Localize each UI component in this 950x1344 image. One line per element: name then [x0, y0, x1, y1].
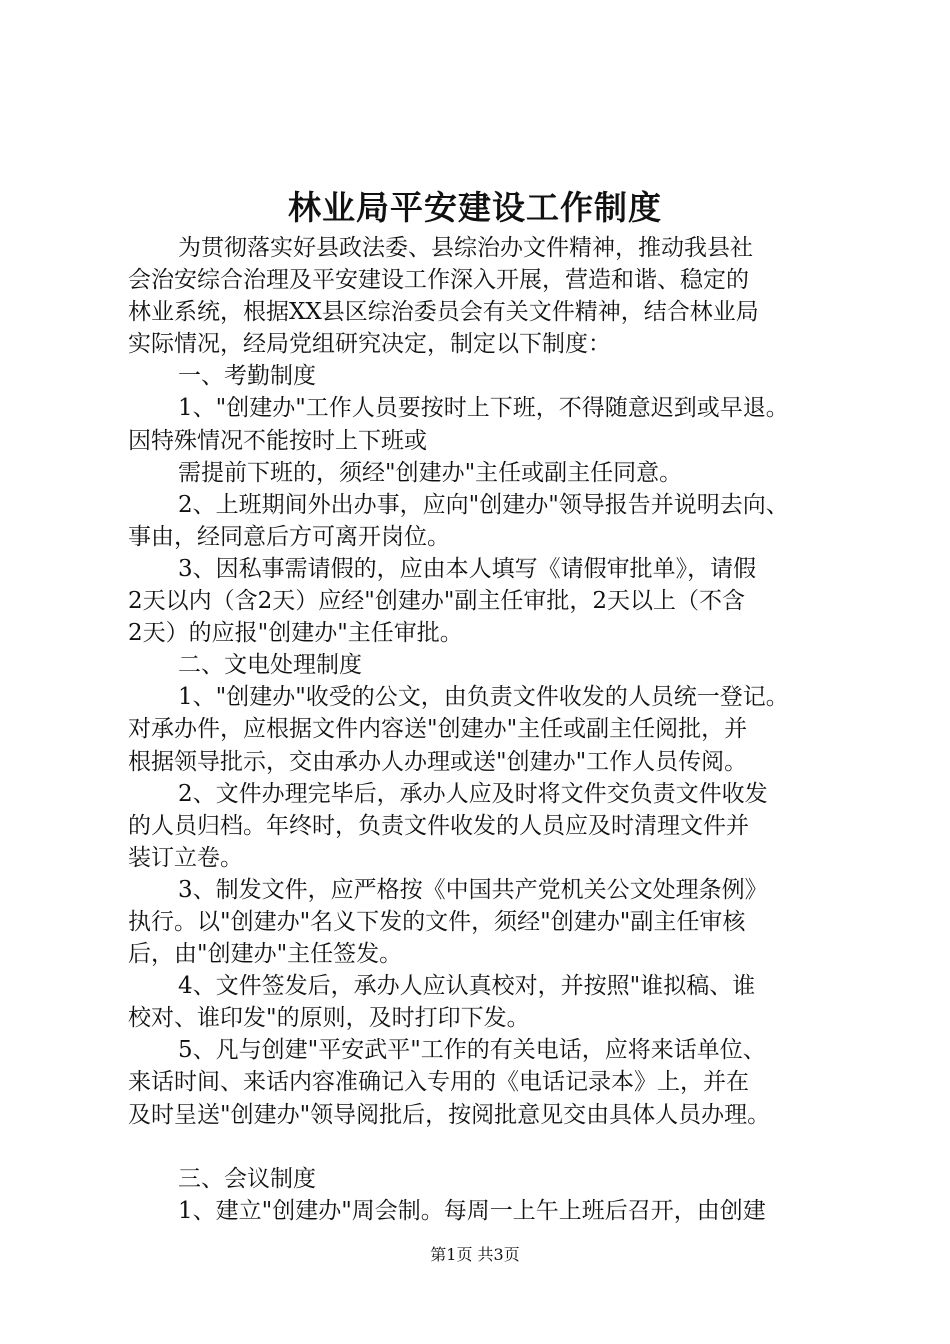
paragraph-line: 1、"创建办"工作人员要按时上下班，不得随意迟到或早退。	[178, 395, 789, 422]
paragraph-line: 为贯彻落实好县政法委、县综治办文件精神，推动我县社	[178, 235, 753, 261]
section-heading: 一、考勤制度	[178, 363, 316, 390]
paragraph-line: 1、建立"创建办"周会制。每周一上午上班后召开，由创建	[178, 1197, 766, 1224]
paragraph-line: 会治安综合治理及平安建设工作深入开展，营造和谐、稳定的	[128, 267, 749, 294]
section-heading: 三、会议制度	[178, 1165, 316, 1192]
paragraph-line: 的人员归档。年终时，负责文件收发的人员应及时清理文件并	[128, 812, 749, 839]
paragraph-line: 2天以内（含2天）应经"创建办"副主任审批，2天以上（不含	[128, 588, 746, 615]
paragraph-line: 2天）的应报"创建办"主任审批。	[128, 620, 463, 647]
paragraph-line: 5、凡与创建"平安武平"工作的有关电话，应将来话单位、	[178, 1037, 766, 1064]
paragraph-line: 后，由"创建办"主任签发。	[128, 941, 403, 968]
section-heading: 二、文电处理制度	[178, 652, 362, 679]
paragraph-line: 根据领导批示，交由承办人办理或送"创建办"工作人员传阅。	[128, 748, 748, 775]
paragraph-line: 需提前下班的，须经"创建办"主任或副主任同意。	[178, 459, 683, 486]
blank-line	[128, 1131, 848, 1163]
page-footer: 第1页 共3页	[430, 1245, 520, 1264]
paragraph-line: 林业系统，根据XX县区综治委员会有关文件精神，结合林业局	[128, 299, 759, 326]
paragraph-line: 4、文件签发后，承办人应认真校对，并按照"谁拟稿、谁	[178, 973, 756, 1000]
paragraph-line: 2、上班期间外出办事，应向"创建办"领导报告并说明去向、	[178, 491, 789, 518]
document-title: 林业局平安建设工作制度	[288, 188, 662, 227]
paragraph-line: 对承办件，应根据文件内容送"创建办"主任或副主任阅批，并	[128, 716, 748, 743]
document-body	[128, 232, 848, 1227]
paragraph-line: 实际情况，经局党组研究决定，制定以下制度：	[128, 331, 611, 358]
paragraph-line: 事由，经同意后方可离开岗位。	[128, 523, 450, 550]
paragraph-line: 校对、谁印发"的原则，及时打印下发。	[128, 1005, 530, 1032]
paragraph-line: 装订立卷。	[128, 844, 243, 871]
paragraph-line: 1、"创建办"收受的公文，由负责文件收发的人员统一登记。	[178, 684, 789, 711]
paragraph-line: 执行。以"创建办"名义下发的文件，须经"创建办"副主任审核	[128, 908, 746, 935]
paragraph-line: 3、因私事需请假的，应由本人填写《请假审批单》，请假	[178, 555, 757, 582]
paragraph-line: 及时呈送"创建办"领导阅批后，按阅批意见交由具体人员办理。	[128, 1101, 771, 1128]
paragraph-line: 因特殊情况不能按时上下班或	[128, 427, 427, 454]
paragraph-line: 来话时间、来话内容准确记入专用的《电话记录本》上，并在	[128, 1069, 749, 1096]
paragraph-line: 3、制发文件，应严格按《中国共产党机关公文处理条例》	[178, 876, 768, 903]
paragraph-line: 2、文件办理完毕后，承办人应及时将文件交负责文件收发	[178, 780, 768, 807]
